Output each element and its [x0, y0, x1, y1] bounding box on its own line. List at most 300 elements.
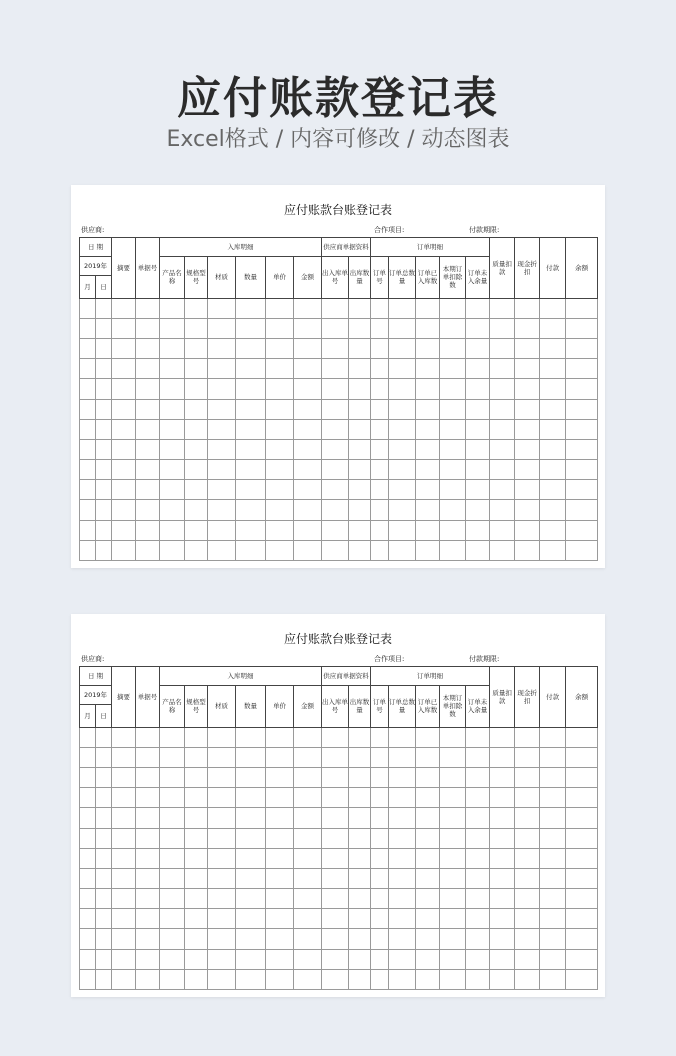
table-cell[interactable]: [416, 767, 440, 787]
table-cell[interactable]: [440, 318, 466, 338]
table-cell[interactable]: [80, 767, 96, 787]
table-cell[interactable]: [208, 747, 236, 767]
table-cell[interactable]: [80, 949, 96, 969]
table-cell[interactable]: [540, 747, 566, 767]
table-cell[interactable]: [112, 439, 136, 459]
table-cell[interactable]: [160, 298, 185, 318]
table-cell[interactable]: [112, 929, 136, 949]
table-cell[interactable]: [185, 338, 208, 358]
table-cell[interactable]: [440, 828, 466, 848]
table-cell[interactable]: [371, 338, 389, 358]
table-cell[interactable]: [136, 298, 160, 318]
table-cell[interactable]: [322, 359, 349, 379]
table-cell[interactable]: [136, 767, 160, 787]
table-cell[interactable]: [160, 318, 185, 338]
table-cell[interactable]: [416, 727, 440, 747]
table-cell[interactable]: [540, 727, 566, 747]
table-cell[interactable]: [208, 889, 236, 909]
table-cell[interactable]: [466, 439, 490, 459]
table-cell[interactable]: [185, 969, 208, 989]
table-cell[interactable]: [80, 788, 96, 808]
table-cell[interactable]: [440, 767, 466, 787]
table-cell[interactable]: [349, 808, 371, 828]
table-cell[interactable]: [322, 318, 349, 338]
table-cell[interactable]: [515, 520, 540, 540]
table-cell[interactable]: [389, 399, 416, 419]
table-cell[interactable]: [540, 379, 566, 399]
table-cell[interactable]: [160, 727, 185, 747]
table-cell[interactable]: [208, 828, 236, 848]
table-cell[interactable]: [566, 909, 598, 929]
table-cell[interactable]: [185, 828, 208, 848]
table-cell[interactable]: [416, 298, 440, 318]
table-cell[interactable]: [440, 909, 466, 929]
table-cell[interactable]: [490, 747, 515, 767]
table-cell[interactable]: [80, 969, 96, 989]
table-cell[interactable]: [96, 298, 112, 318]
table-cell[interactable]: [136, 929, 160, 949]
table-cell[interactable]: [266, 727, 294, 747]
table-cell[interactable]: [322, 439, 349, 459]
table-cell[interactable]: [490, 338, 515, 358]
table-cell[interactable]: [322, 338, 349, 358]
table-cell[interactable]: [540, 359, 566, 379]
table-cell[interactable]: [294, 788, 322, 808]
table-cell[interactable]: [416, 520, 440, 540]
table-cell[interactable]: [371, 808, 389, 828]
table-cell[interactable]: [160, 338, 185, 358]
table-cell[interactable]: [136, 419, 160, 439]
table-cell[interactable]: [80, 460, 96, 480]
table-cell[interactable]: [490, 889, 515, 909]
table-cell[interactable]: [208, 399, 236, 419]
table-cell[interactable]: [466, 788, 490, 808]
table-cell[interactable]: [96, 460, 112, 480]
table-cell[interactable]: [416, 788, 440, 808]
table-cell[interactable]: [236, 788, 266, 808]
table-cell[interactable]: [440, 540, 466, 560]
table-cell[interactable]: [440, 338, 466, 358]
table-cell[interactable]: [96, 500, 112, 520]
table-cell[interactable]: [294, 909, 322, 929]
table-cell[interactable]: [80, 747, 96, 767]
table-cell[interactable]: [96, 419, 112, 439]
table-cell[interactable]: [515, 909, 540, 929]
table-cell[interactable]: [566, 828, 598, 848]
table-cell[interactable]: [515, 480, 540, 500]
table-cell[interactable]: [515, 399, 540, 419]
table-cell[interactable]: [96, 788, 112, 808]
table-cell[interactable]: [490, 868, 515, 888]
table-cell[interactable]: [349, 949, 371, 969]
table-cell[interactable]: [416, 419, 440, 439]
table-cell[interactable]: [371, 767, 389, 787]
table-cell[interactable]: [515, 460, 540, 480]
table-cell[interactable]: [349, 747, 371, 767]
table-cell[interactable]: [389, 929, 416, 949]
table-cell[interactable]: [371, 788, 389, 808]
table-cell[interactable]: [208, 338, 236, 358]
table-cell[interactable]: [236, 540, 266, 560]
table-cell[interactable]: [136, 848, 160, 868]
table-cell[interactable]: [540, 439, 566, 459]
table-cell[interactable]: [208, 419, 236, 439]
table-cell[interactable]: [540, 788, 566, 808]
table-cell[interactable]: [185, 767, 208, 787]
table-cell[interactable]: [566, 379, 598, 399]
table-cell[interactable]: [136, 439, 160, 459]
table-cell[interactable]: [208, 969, 236, 989]
table-cell[interactable]: [294, 439, 322, 459]
table-cell[interactable]: [466, 848, 490, 868]
table-cell[interactable]: [490, 949, 515, 969]
table-cell[interactable]: [349, 520, 371, 540]
table-cell[interactable]: [112, 379, 136, 399]
table-cell[interactable]: [466, 969, 490, 989]
table-cell[interactable]: [566, 439, 598, 459]
table-cell[interactable]: [490, 969, 515, 989]
table-cell[interactable]: [349, 929, 371, 949]
table-cell[interactable]: [136, 747, 160, 767]
table-cell[interactable]: [294, 540, 322, 560]
table-cell[interactable]: [185, 727, 208, 747]
table-cell[interactable]: [566, 419, 598, 439]
table-cell[interactable]: [389, 767, 416, 787]
table-cell[interactable]: [490, 788, 515, 808]
table-cell[interactable]: [266, 889, 294, 909]
table-cell[interactable]: [266, 969, 294, 989]
table-cell[interactable]: [322, 419, 349, 439]
table-cell[interactable]: [515, 889, 540, 909]
table-cell[interactable]: [389, 727, 416, 747]
table-cell[interactable]: [389, 520, 416, 540]
table-cell[interactable]: [80, 359, 96, 379]
table-cell[interactable]: [371, 747, 389, 767]
table-cell[interactable]: [515, 848, 540, 868]
table-cell[interactable]: [236, 500, 266, 520]
table-cell[interactable]: [236, 318, 266, 338]
table-cell[interactable]: [416, 808, 440, 828]
table-cell[interactable]: [540, 828, 566, 848]
table-cell[interactable]: [208, 929, 236, 949]
table-cell[interactable]: [112, 480, 136, 500]
table-cell[interactable]: [466, 419, 490, 439]
table-cell[interactable]: [349, 419, 371, 439]
table-cell[interactable]: [515, 747, 540, 767]
table-cell[interactable]: [540, 298, 566, 318]
table-cell[interactable]: [160, 460, 185, 480]
table-cell[interactable]: [490, 379, 515, 399]
table-cell[interactable]: [371, 929, 389, 949]
table-cell[interactable]: [160, 949, 185, 969]
table-cell[interactable]: [389, 439, 416, 459]
table-cell[interactable]: [136, 500, 160, 520]
table-cell[interactable]: [80, 889, 96, 909]
table-cell[interactable]: [416, 929, 440, 949]
table-cell[interactable]: [236, 808, 266, 828]
table-cell[interactable]: [566, 540, 598, 560]
table-cell[interactable]: [389, 747, 416, 767]
table-cell[interactable]: [349, 460, 371, 480]
table-cell[interactable]: [371, 379, 389, 399]
table-cell[interactable]: [112, 359, 136, 379]
table-cell[interactable]: [294, 460, 322, 480]
table-cell[interactable]: [349, 868, 371, 888]
table-cell[interactable]: [160, 848, 185, 868]
table-cell[interactable]: [236, 439, 266, 459]
table-cell[interactable]: [490, 540, 515, 560]
table-cell[interactable]: [540, 969, 566, 989]
table-cell[interactable]: [371, 889, 389, 909]
table-cell[interactable]: [389, 969, 416, 989]
table-cell[interactable]: [515, 828, 540, 848]
table-cell[interactable]: [322, 520, 349, 540]
table-cell[interactable]: [112, 338, 136, 358]
table-cell[interactable]: [80, 379, 96, 399]
table-cell[interactable]: [112, 808, 136, 828]
table-cell[interactable]: [389, 318, 416, 338]
table-cell[interactable]: [540, 929, 566, 949]
table-cell[interactable]: [566, 298, 598, 318]
table-cell[interactable]: [136, 727, 160, 747]
table-cell[interactable]: [266, 949, 294, 969]
table-cell[interactable]: [349, 727, 371, 747]
table-cell[interactable]: [136, 318, 160, 338]
table-cell[interactable]: [266, 747, 294, 767]
table-cell[interactable]: [440, 480, 466, 500]
table-cell[interactable]: [490, 929, 515, 949]
table-cell[interactable]: [266, 520, 294, 540]
table-cell[interactable]: [136, 868, 160, 888]
table-cell[interactable]: [96, 338, 112, 358]
table-cell[interactable]: [266, 298, 294, 318]
table-cell[interactable]: [440, 788, 466, 808]
table-cell[interactable]: [236, 399, 266, 419]
table-cell[interactable]: [440, 460, 466, 480]
table-cell[interactable]: [185, 929, 208, 949]
table-cell[interactable]: [112, 909, 136, 929]
table-cell[interactable]: [466, 808, 490, 828]
table-cell[interactable]: [294, 848, 322, 868]
table-cell[interactable]: [389, 788, 416, 808]
table-cell[interactable]: [540, 520, 566, 540]
table-cell[interactable]: [349, 767, 371, 787]
table-cell[interactable]: [515, 767, 540, 787]
table-cell[interactable]: [566, 949, 598, 969]
table-cell[interactable]: [185, 399, 208, 419]
table-cell[interactable]: [185, 540, 208, 560]
table-cell[interactable]: [349, 399, 371, 419]
table-cell[interactable]: [160, 359, 185, 379]
table-cell[interactable]: [490, 727, 515, 747]
table-cell[interactable]: [466, 338, 490, 358]
table-cell[interactable]: [294, 929, 322, 949]
table-cell[interactable]: [185, 889, 208, 909]
table-cell[interactable]: [440, 848, 466, 868]
table-cell[interactable]: [566, 318, 598, 338]
table-cell[interactable]: [440, 727, 466, 747]
table-cell[interactable]: [185, 520, 208, 540]
table-cell[interactable]: [112, 848, 136, 868]
table-cell[interactable]: [96, 848, 112, 868]
table-cell[interactable]: [294, 767, 322, 787]
table-cell[interactable]: [266, 359, 294, 379]
table-cell[interactable]: [322, 747, 349, 767]
table-cell[interactable]: [566, 399, 598, 419]
table-cell[interactable]: [80, 848, 96, 868]
table-cell[interactable]: [566, 868, 598, 888]
table-cell[interactable]: [208, 318, 236, 338]
table-cell[interactable]: [389, 419, 416, 439]
table-cell[interactable]: [185, 298, 208, 318]
table-cell[interactable]: [266, 929, 294, 949]
table-cell[interactable]: [416, 500, 440, 520]
table-cell[interactable]: [566, 767, 598, 787]
table-cell[interactable]: [466, 540, 490, 560]
table-cell[interactable]: [136, 379, 160, 399]
table-cell[interactable]: [416, 828, 440, 848]
table-cell[interactable]: [466, 379, 490, 399]
table-cell[interactable]: [160, 520, 185, 540]
table-cell[interactable]: [136, 540, 160, 560]
table-cell[interactable]: [80, 727, 96, 747]
table-cell[interactable]: [80, 318, 96, 338]
table-cell[interactable]: [236, 379, 266, 399]
table-cell[interactable]: [416, 338, 440, 358]
table-cell[interactable]: [389, 889, 416, 909]
table-cell[interactable]: [440, 868, 466, 888]
table-cell[interactable]: [96, 359, 112, 379]
table-cell[interactable]: [349, 500, 371, 520]
table-cell[interactable]: [266, 909, 294, 929]
table-cell[interactable]: [389, 359, 416, 379]
table-cell[interactable]: [136, 889, 160, 909]
table-cell[interactable]: [322, 868, 349, 888]
table-cell[interactable]: [349, 828, 371, 848]
table-cell[interactable]: [266, 399, 294, 419]
table-cell[interactable]: [112, 520, 136, 540]
table-cell[interactable]: [236, 767, 266, 787]
table-cell[interactable]: [266, 767, 294, 787]
table-cell[interactable]: [371, 359, 389, 379]
table-cell[interactable]: [416, 747, 440, 767]
table-cell[interactable]: [322, 929, 349, 949]
table-cell[interactable]: [266, 460, 294, 480]
table-cell[interactable]: [416, 359, 440, 379]
table-cell[interactable]: [322, 727, 349, 747]
table-cell[interactable]: [294, 298, 322, 318]
table-cell[interactable]: [294, 747, 322, 767]
table-cell[interactable]: [515, 929, 540, 949]
table-cell[interactable]: [490, 460, 515, 480]
table-cell[interactable]: [208, 500, 236, 520]
table-cell[interactable]: [389, 808, 416, 828]
table-cell[interactable]: [160, 399, 185, 419]
table-cell[interactable]: [185, 500, 208, 520]
table-cell[interactable]: [389, 949, 416, 969]
table-cell[interactable]: [389, 540, 416, 560]
table-cell[interactable]: [490, 359, 515, 379]
table-cell[interactable]: [566, 727, 598, 747]
table-cell[interactable]: [266, 540, 294, 560]
table-cell[interactable]: [490, 909, 515, 929]
table-cell[interactable]: [371, 520, 389, 540]
table-cell[interactable]: [440, 747, 466, 767]
table-cell[interactable]: [416, 848, 440, 868]
table-cell[interactable]: [440, 379, 466, 399]
table-cell[interactable]: [266, 480, 294, 500]
table-cell[interactable]: [466, 767, 490, 787]
table-cell[interactable]: [322, 298, 349, 318]
table-cell[interactable]: [371, 828, 389, 848]
table-cell[interactable]: [322, 379, 349, 399]
table-cell[interactable]: [440, 500, 466, 520]
table-cell[interactable]: [294, 419, 322, 439]
table-cell[interactable]: [160, 909, 185, 929]
table-cell[interactable]: [371, 969, 389, 989]
table-cell[interactable]: [440, 889, 466, 909]
table-cell[interactable]: [185, 318, 208, 338]
table-cell[interactable]: [80, 500, 96, 520]
table-cell[interactable]: [322, 767, 349, 787]
table-cell[interactable]: [371, 419, 389, 439]
table-cell[interactable]: [160, 929, 185, 949]
table-cell[interactable]: [96, 909, 112, 929]
table-cell[interactable]: [266, 379, 294, 399]
table-cell[interactable]: [136, 359, 160, 379]
table-cell[interactable]: [466, 500, 490, 520]
table-cell[interactable]: [208, 298, 236, 318]
table-cell[interactable]: [185, 359, 208, 379]
table-cell[interactable]: [540, 338, 566, 358]
table-cell[interactable]: [466, 480, 490, 500]
table-cell[interactable]: [236, 359, 266, 379]
table-cell[interactable]: [236, 747, 266, 767]
table-cell[interactable]: [322, 949, 349, 969]
table-cell[interactable]: [266, 500, 294, 520]
table-cell[interactable]: [185, 419, 208, 439]
table-cell[interactable]: [349, 480, 371, 500]
table-cell[interactable]: [349, 298, 371, 318]
table-cell[interactable]: [371, 399, 389, 419]
table-cell[interactable]: [160, 540, 185, 560]
table-cell[interactable]: [466, 747, 490, 767]
table-cell[interactable]: [515, 359, 540, 379]
table-cell[interactable]: [185, 747, 208, 767]
table-cell[interactable]: [466, 889, 490, 909]
table-cell[interactable]: [112, 298, 136, 318]
table-cell[interactable]: [266, 808, 294, 828]
table-cell[interactable]: [80, 808, 96, 828]
table-cell[interactable]: [136, 949, 160, 969]
table-cell[interactable]: [322, 969, 349, 989]
table-cell[interactable]: [96, 828, 112, 848]
table-cell[interactable]: [322, 848, 349, 868]
table-cell[interactable]: [349, 439, 371, 459]
table-cell[interactable]: [96, 439, 112, 459]
table-cell[interactable]: [236, 929, 266, 949]
table-cell[interactable]: [440, 969, 466, 989]
table-cell[interactable]: [466, 298, 490, 318]
table-cell[interactable]: [112, 460, 136, 480]
table-cell[interactable]: [208, 520, 236, 540]
table-cell[interactable]: [566, 338, 598, 358]
table-cell[interactable]: [440, 298, 466, 318]
table-cell[interactable]: [96, 868, 112, 888]
table-cell[interactable]: [136, 460, 160, 480]
table-cell[interactable]: [96, 318, 112, 338]
table-cell[interactable]: [490, 767, 515, 787]
